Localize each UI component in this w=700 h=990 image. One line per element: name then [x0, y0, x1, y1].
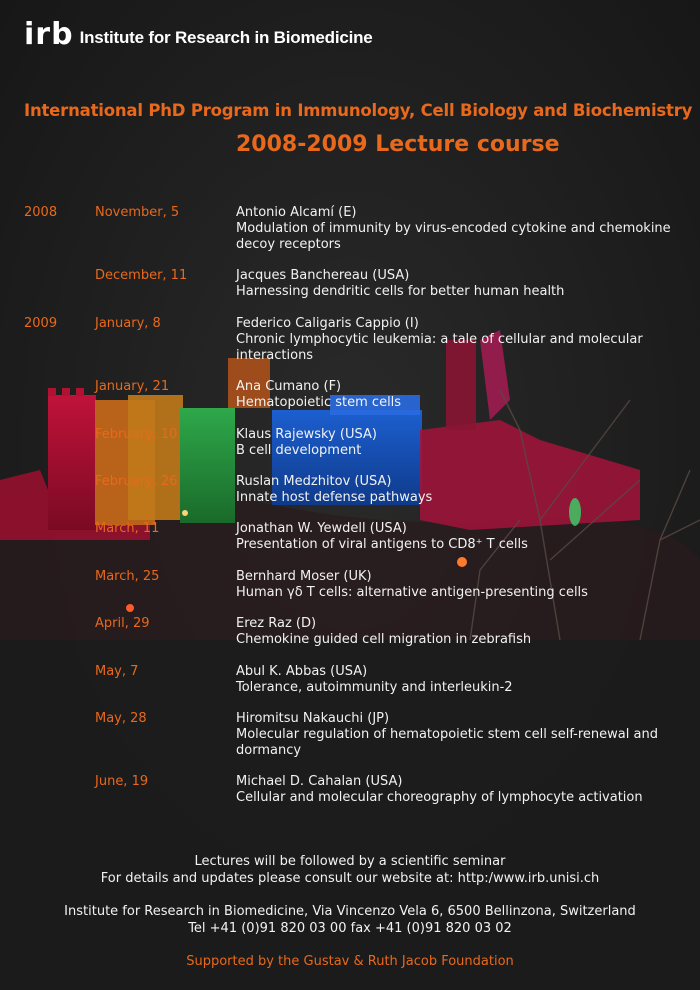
lecture-title: Innate host defense pathways: [236, 490, 433, 505]
lecture-speaker: Federico Caligaris Cappio (I): [236, 316, 419, 331]
lecture-year: 2009: [24, 316, 58, 331]
lecture-date: June, 19: [95, 774, 149, 789]
lecture-title: Hematopoietic stem cells: [236, 395, 402, 410]
lecture-speaker: Michael D. Cahalan (USA): [236, 774, 403, 789]
lecture-title: Human γδ T cells: alternative antigen-presenting cells: [236, 585, 588, 600]
course-title: 2008-2009 Lecture course: [236, 132, 560, 157]
lecture-date: March, 25: [95, 569, 160, 584]
lecture-speaker: Klaus Rajewsky (USA): [236, 427, 377, 442]
lecture-speaker: Ruslan Medzhitov (USA): [236, 474, 392, 489]
seminar-note: Lectures will be followed by a scientific seminar: [194, 854, 506, 869]
lecture-year: 2008: [24, 205, 58, 220]
lecture-title: Molecular regulation of hematopoietic stem cell self-renewal and dormancy: [236, 727, 658, 758]
lecture-date: November, 5: [95, 205, 180, 220]
lecture-speaker: Antonio Alcamí (E): [236, 205, 357, 220]
lecture-title: Harnessing dendritic cells for better human health: [236, 284, 565, 299]
lecture-speaker: Jonathan W. Yewdell (USA): [236, 521, 407, 536]
lecture-title: Modulation of immunity by virus-encoded cytokine and chemokine decoy receptors: [236, 221, 671, 252]
phone-line: Tel +41 (0)91 820 03 00 fax +41 (0)91 820 03 02: [188, 921, 512, 936]
sponsor-line: Supported by the Gustav & Ruth Jacob Foundation: [186, 954, 514, 969]
lecture-speaker: Ana Cumano (F): [236, 379, 342, 394]
lecture-date: January, 21: [95, 379, 170, 394]
lecture-date: May, 7: [95, 664, 139, 679]
website-note: For details and updates please consult our website at: http:/www.irb.unisi.ch: [100, 871, 600, 886]
irb-logo-mark: irb: [24, 17, 74, 52]
lecture-date: December, 11: [95, 268, 188, 283]
lecture-title: Cellular and molecular choreography of lymphocyte activation: [236, 790, 643, 805]
lecture-speaker: Jacques Banchereau (USA): [236, 268, 410, 283]
lecture-speaker: Bernhard Moser (UK): [236, 569, 372, 584]
lecture-title: Tolerance, autoimmunity and interleukin-2: [236, 680, 513, 695]
lecture-title: Presentation of viral antigens to CD8⁺ T cells: [236, 537, 528, 552]
lecture-date: March, 11: [95, 521, 160, 536]
lecture-speaker: Abul K. Abbas (USA): [236, 664, 368, 679]
address-line: Institute for Research in Biomedicine, Via Vincenzo Vela 6, 6500 Bellinzona, Switzerland: [64, 904, 636, 919]
lecture-title: Chronic lymphocytic leukemia: a tale of cellular and molecular interactions: [236, 332, 643, 363]
lecture-speaker: Hiromitsu Nakauchi (JP): [236, 711, 390, 726]
lecture-title: B cell development: [236, 443, 362, 458]
lecture-date: April, 29: [95, 616, 150, 631]
lecture-date: February, 10: [95, 427, 178, 442]
program-title: International PhD Program in Immunology, Cell Biology and Biochemistry: [24, 101, 693, 120]
institute-logo: [24, 17, 373, 52]
lecture-title: Chemokine guided cell migration in zebrafish: [236, 632, 532, 647]
institute-name: Institute for Research in Biomedicine: [79, 28, 373, 47]
lecture-speaker: Erez Raz (D): [236, 616, 317, 631]
lecture-date: January, 8: [95, 316, 161, 331]
lecture-date: May, 28: [95, 711, 147, 726]
lecture-date: February, 26: [95, 474, 178, 489]
